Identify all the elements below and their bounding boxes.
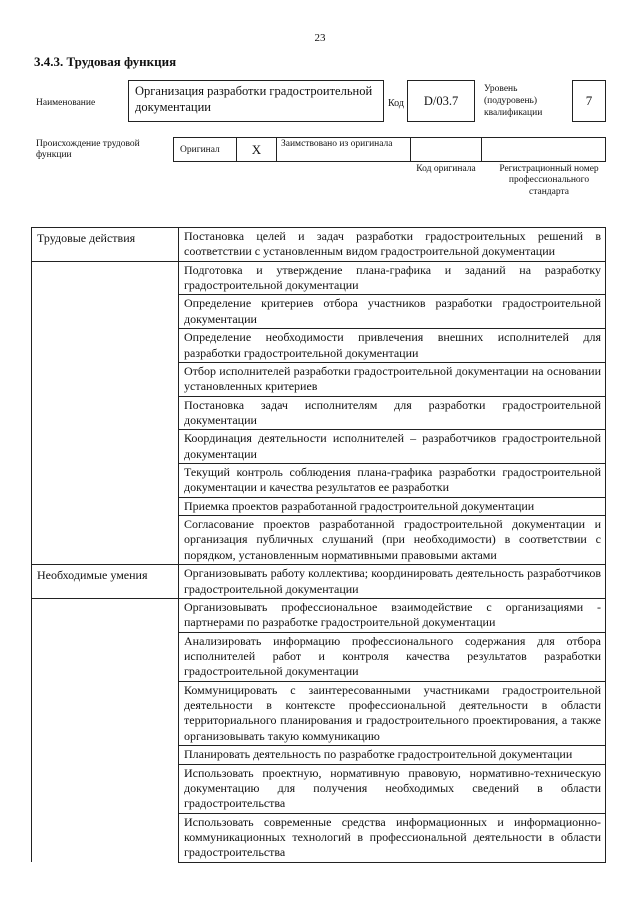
function-name-box: Организация разработки градостроительной документации	[128, 80, 384, 122]
table-row	[32, 632, 606, 681]
table-row	[32, 464, 606, 498]
item-cell: Координация деятельности исполнителей – разработчиков градостроительной документации	[179, 430, 606, 464]
category-cell-empty	[32, 681, 179, 745]
category-cell-empty	[32, 464, 179, 498]
original-code-caption: Код оригинала	[416, 164, 476, 174]
table-row	[32, 362, 606, 396]
item-cell: Отбор исполнителей разработки градостроительной документации на основании установленных критериев	[179, 362, 606, 396]
category-cell-empty	[32, 362, 179, 396]
table-row	[32, 228, 606, 262]
item-cell: Приемка проектов разработанной градостроительной документации	[179, 497, 606, 515]
table-row	[32, 565, 606, 599]
item-cell: Согласование проектов разработанной градостроительной документации и организация публичных слушаний (при необходимости) в соответствии с порядком, установленным нормативными правовыми актами	[179, 516, 606, 565]
category-cell-empty	[32, 746, 179, 764]
table-row	[32, 396, 606, 430]
category-cell-empty	[32, 430, 179, 464]
table-row	[32, 295, 606, 329]
category-cell-empty	[32, 516, 179, 565]
category-cell-empty	[32, 764, 179, 813]
function-code-box: D/03.7	[407, 80, 475, 122]
table-row	[32, 430, 606, 464]
category-cell: Трудовые действия	[32, 228, 179, 262]
code-label: Код	[388, 98, 404, 109]
category-cell-empty	[32, 261, 179, 295]
item-cell: Определение необходимости привлечения внешних исполнителей для разработки градостроительной документации	[179, 329, 606, 363]
table-row	[32, 681, 606, 745]
table-row	[32, 329, 606, 363]
category-cell-empty	[32, 497, 179, 515]
category-cell-empty	[32, 396, 179, 430]
category-cell-empty	[32, 295, 179, 329]
category-cell-empty	[32, 329, 179, 363]
item-cell: Определение критериев отбора участников разработки градостроительной документации	[179, 295, 606, 329]
table-row	[32, 813, 606, 862]
item-cell: Использовать современные средства информационных и информационно-коммуникационных технологий в профессиональной деятельности в области градостроительства	[179, 813, 606, 862]
item-cell: Организовывать профессиональное взаимодействие с организациями - партнерами по разработке градостроительной документации	[179, 598, 606, 632]
qualification-level-label	[484, 84, 564, 120]
category-cell-empty	[32, 813, 179, 862]
origin-row	[173, 137, 606, 162]
table-row	[32, 516, 606, 565]
table-row	[32, 261, 606, 295]
category-cell: Необходимые умения	[32, 565, 179, 599]
item-cell: Организовывать работу коллектива; координировать деятельность разработчиков градостроительной документации	[179, 565, 606, 599]
section-title: 3.4.3. Трудовая функция	[34, 54, 177, 69]
original-mark: X	[237, 138, 277, 161]
name-label: Наименование	[36, 98, 96, 108]
qualification-level-box: 7	[572, 80, 606, 122]
labor-function-table	[31, 227, 606, 863]
original-label: Оригинал	[174, 138, 237, 161]
original-code-cell	[411, 138, 482, 161]
borrowed-label: Заимствовано из оригинала	[277, 138, 411, 161]
item-cell: Постановка задач исполнителям для разработки градостроительной документации	[179, 396, 606, 430]
page-number: 23	[314, 32, 326, 44]
registration-number-cell	[482, 138, 605, 161]
item-cell: Планировать деятельность по разработке градостроительной документации	[179, 746, 606, 764]
table-body	[32, 228, 606, 863]
table-row	[32, 764, 606, 813]
registration-number-caption: Регистрационный номер профессионального стандарта	[499, 164, 599, 197]
item-cell: Анализировать информацию профессионального содержания для отбора исполнителей работ и контроля качества результатов разработки градостроительной документации	[179, 632, 606, 681]
category-cell-empty	[32, 598, 179, 632]
table-row	[32, 746, 606, 764]
item-cell: Постановка целей и задач разработки градостроительных решений в соответствии с установленным видом градостроительной документации	[179, 228, 606, 262]
item-cell: Подготовка и утверждение плана-графика и заданий на разработку градостроительной документации	[179, 261, 606, 295]
item-cell: Использовать проектную, нормативную правовую, нормативно-техническую документацию для получения необходимых сведений в области градостроительства	[179, 764, 606, 813]
item-cell: Текущий контроль соблюдения плана-графика разработки градостроительной документации и качества результатов ее разработки	[179, 464, 606, 498]
table-row	[32, 598, 606, 632]
origin-label: Происхождение трудовой функции	[36, 139, 140, 161]
category-cell-empty	[32, 632, 179, 681]
level-label-text: Уровень (подуровень) квалификации	[484, 84, 543, 118]
item-cell: Коммуницировать с заинтересованными участниками градостроительной деятельности в контексте профессиональной деятельности в области территориального планирования и градостроительного проектирования, а также организовывать такую коммуникацию	[179, 681, 606, 745]
table-row	[32, 497, 606, 515]
